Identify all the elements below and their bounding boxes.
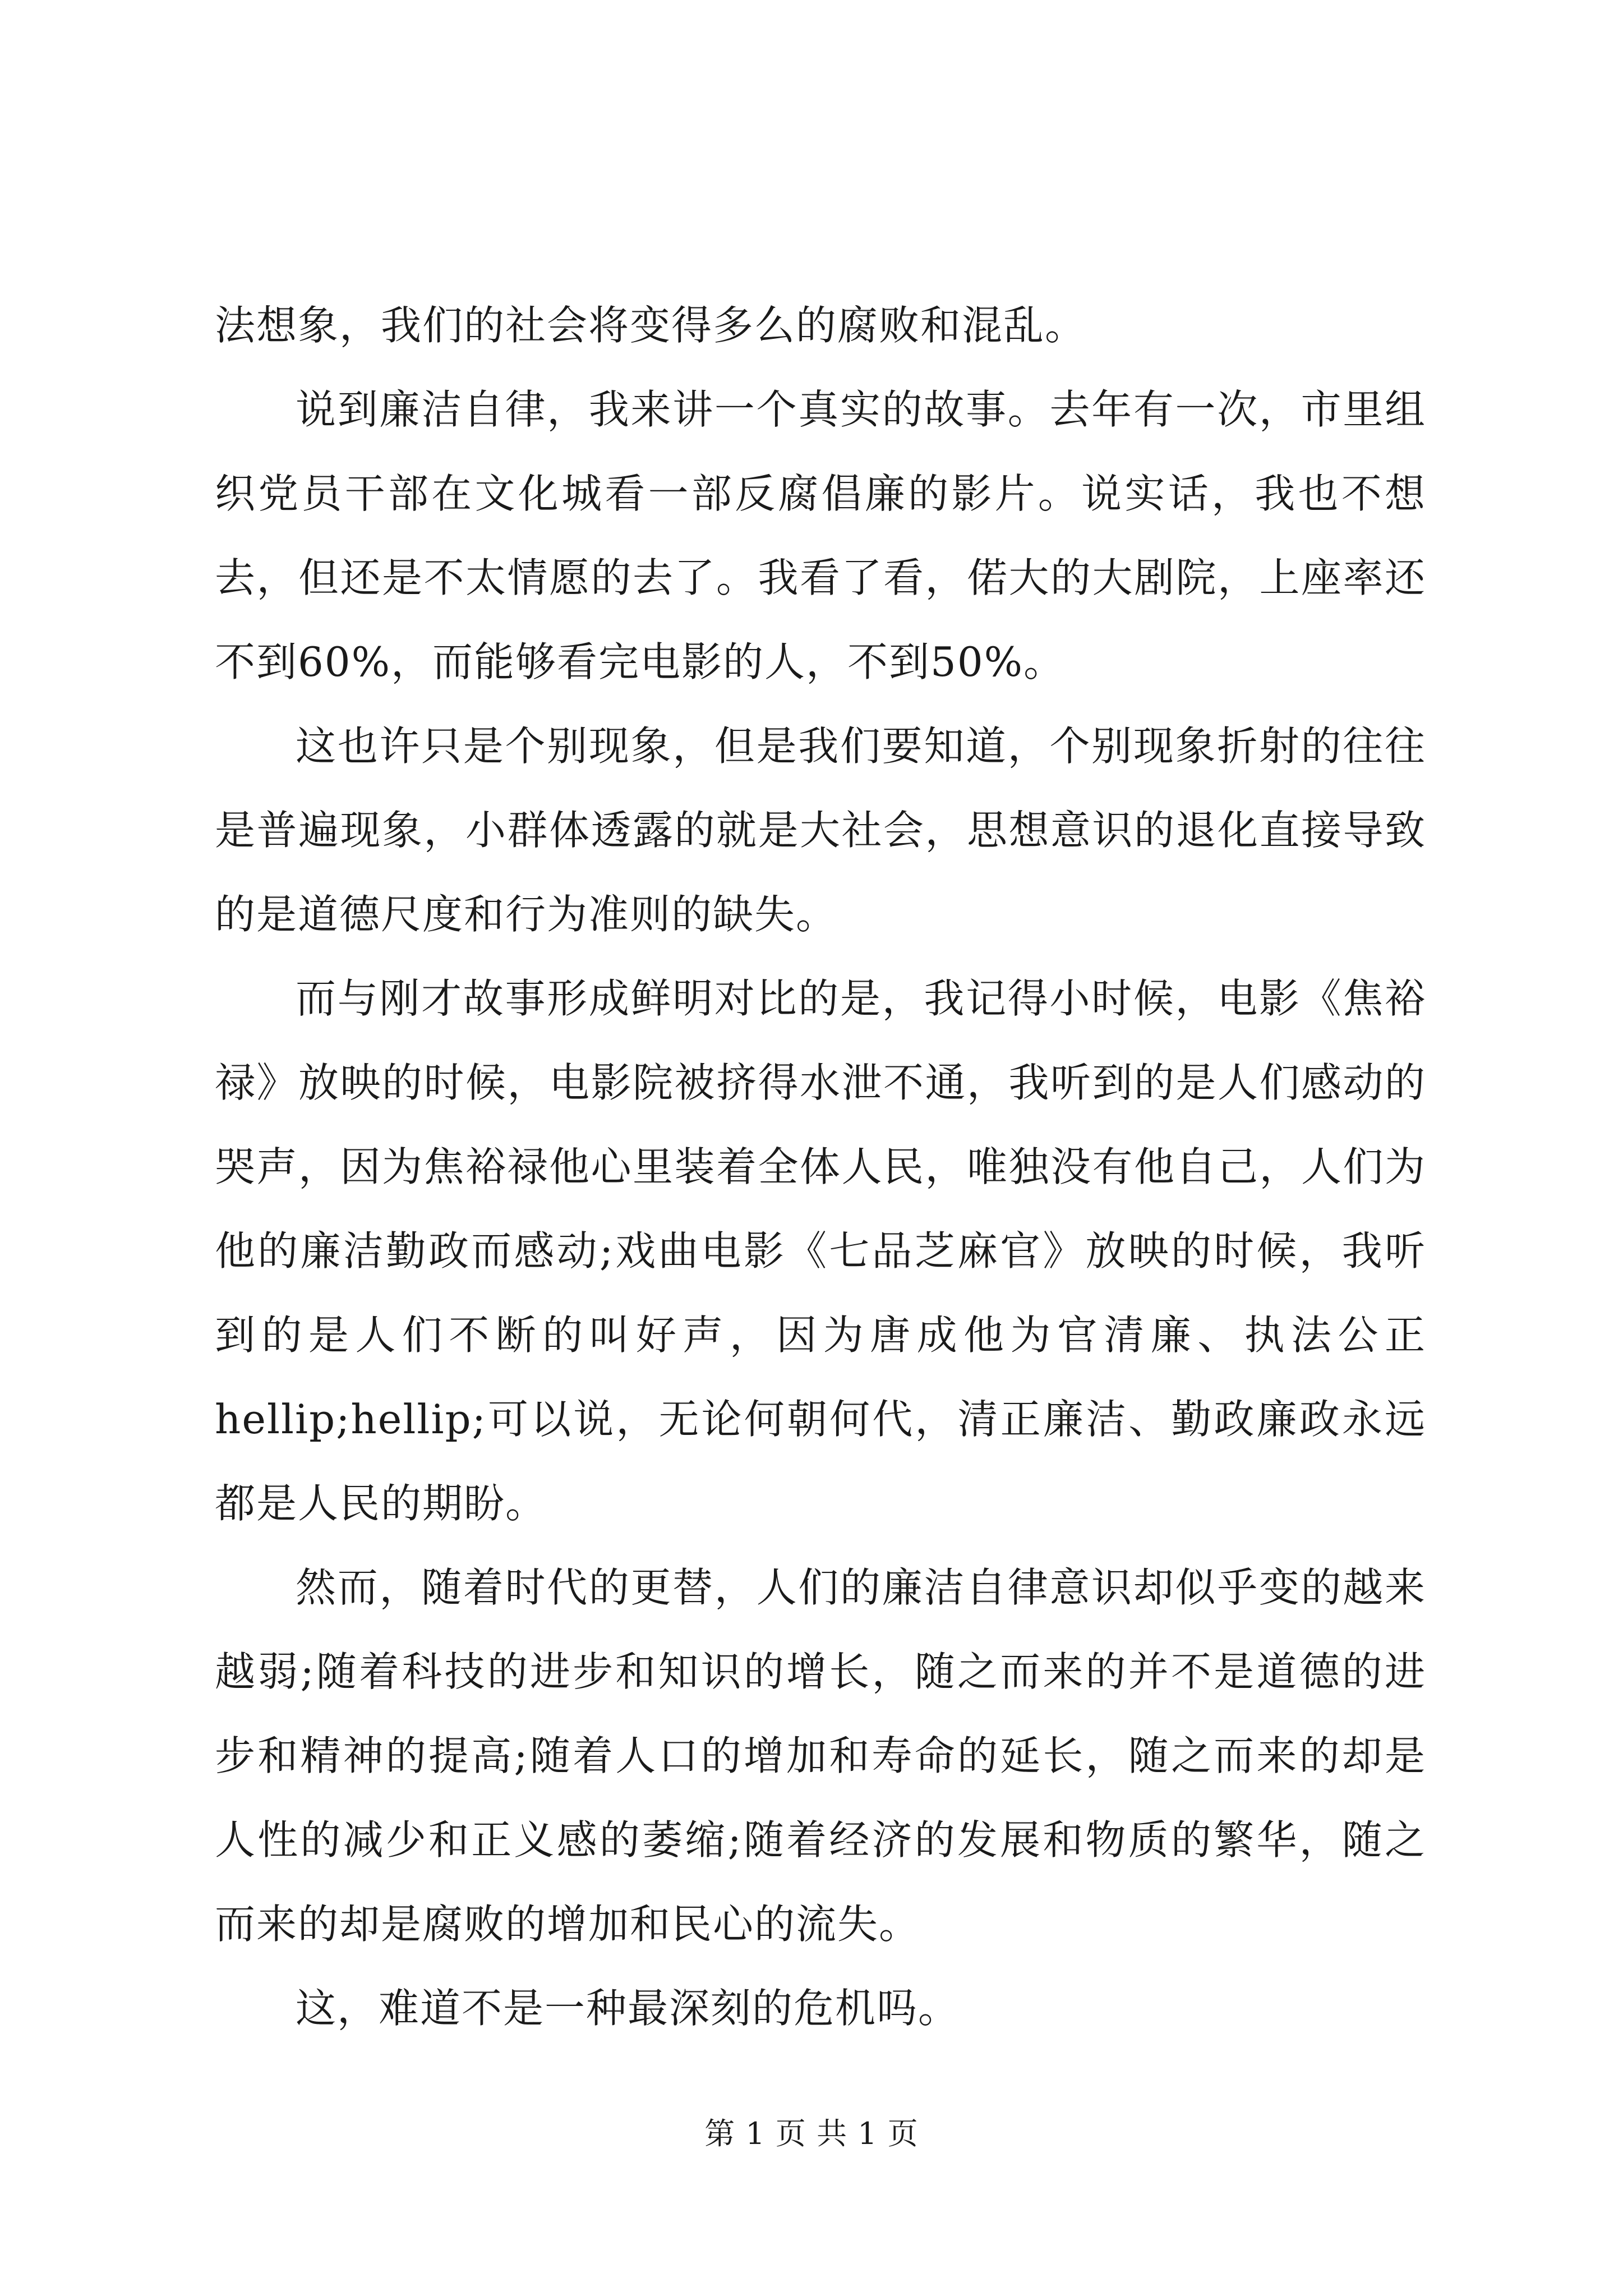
document-body (215, 283, 1426, 2050)
paragraph: 这也许只是个别现象，但是我们要知道，个别现象折射的往往是普遍现象，小群体透露的就是大社会，思想意识的退化直接导致的是道德尺度和行为准则的缺失。 (215, 723, 1426, 938)
page-number-footer: 第 1 页 共 1 页 (704, 2116, 919, 2151)
paragraph: 说到廉洁自律，我来讲一个真实的故事。去年有一次，市里组织党员干部在文化城看一部反腐倡廉的影片。说实话，我也不想去，但还是不太情愿的去了。我看了看，偌大的大剧院，上座率还不到60%，而能够看完电影的人，不到50%。 (215, 386, 1426, 685)
paragraph: 而与刚才故事形成鲜明对比的是，我记得小时候，电影《焦裕禄》放映的时候，电影院被挤得水泄不通，我听到的是人们感动的哭声，因为焦裕禄他心里装着全体人民，唯独没有他自己，人们为他的廉洁勤政而感动;戏曲电影《七品芝麻官》放映的时候，我听到的是人们不断的叫好声，因为唐成他为官清廉、执法公正 hellip;hellip;可以说，无论何朝何代，清正廉洁、勤政廉政永远都是人民的期盼。 (215, 975, 1426, 1527)
paragraph: 然而，随着时代的更替，人们的廉洁自律意识却似乎变的越来越弱;随着科技的进步和知识的增长，随之而来的并不是道德的进步和精神的提高;随着人口的增加和寿命的延长，随之而来的却是人性的减少和正义感的萎缩;随着经济的发展和物质的繁华，随之而来的却是腐败的增加和民心的流失。 (215, 1564, 1426, 1948)
paragraph: 这，难道不是一种最深刻的危机吗。 (296, 1985, 960, 2032)
paragraph: 法想象，我们的社会将变得多么的腐败和混乱。 (215, 302, 1087, 349)
